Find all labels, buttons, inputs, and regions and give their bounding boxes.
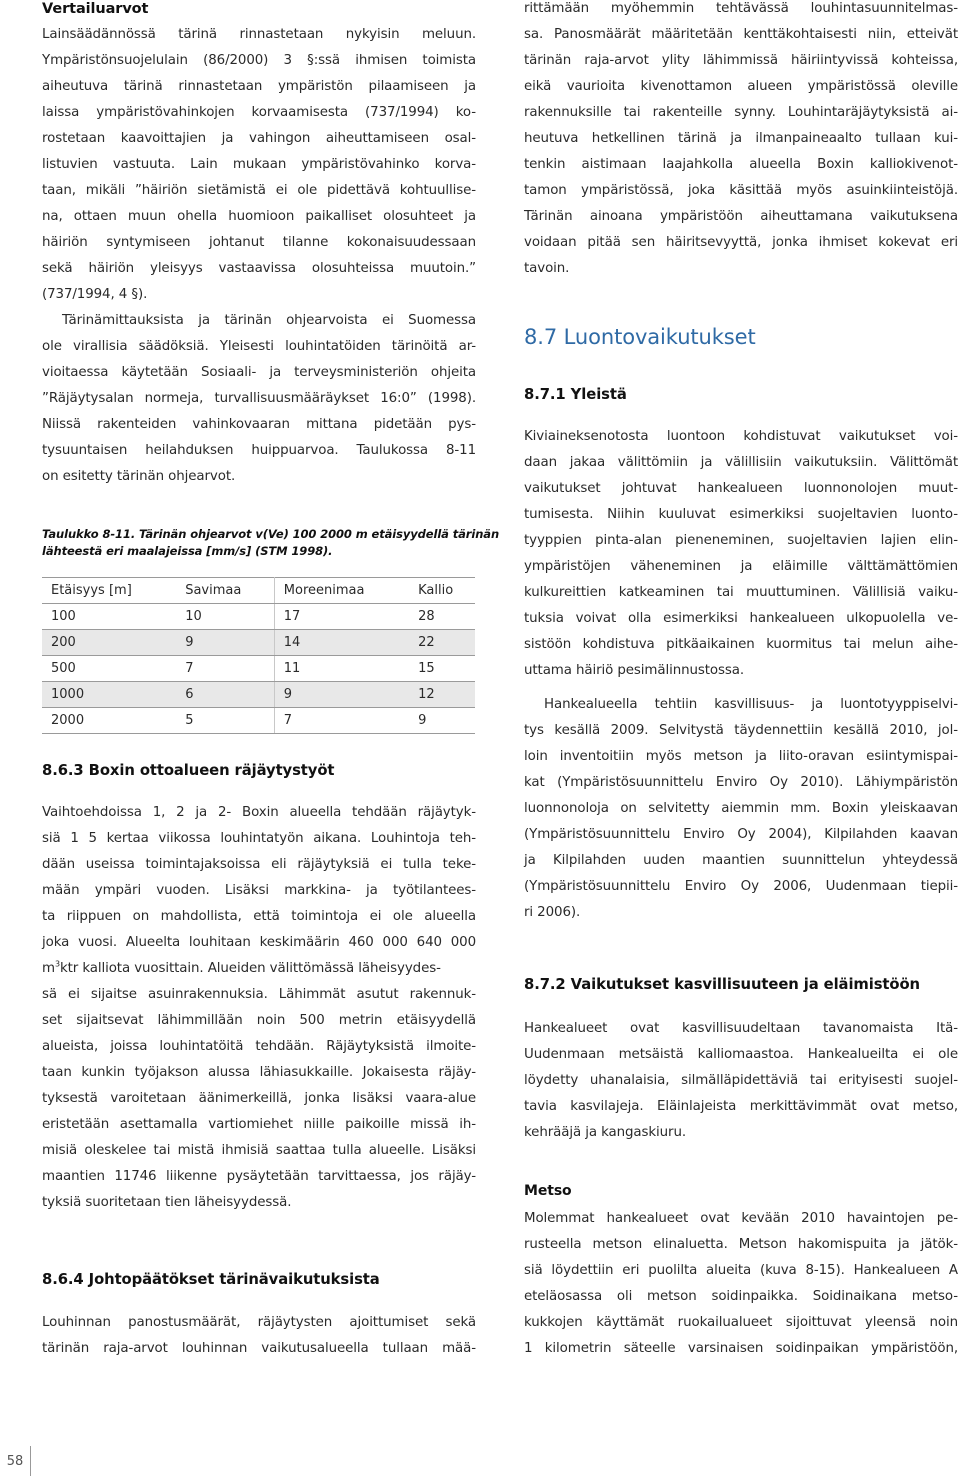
body-line: vaikutukset johtuvat hankealueen luonnonolojen muut- (524, 481, 958, 496)
body-line: listuvien vastuuta. Lain mukaan ympäristövahinko korva- (42, 157, 476, 172)
m3-superscript: 3 (54, 959, 60, 969)
body-line: Niissä rakenteiden vahinkovaaran mittana pidetään pys- (42, 417, 476, 432)
body-line: tyksiä suoritetaan tien läheisyydessä. (42, 1195, 292, 1210)
heading-8-7-1: 8.7.1 Yleistä (524, 386, 627, 403)
body-line: uttama häiriö pesimälinnustossa. (524, 663, 745, 678)
body-line: sekä häiriön yleisyys vastaavissa olosuhteissa muutoin.” (42, 261, 476, 276)
body-line: Kiviaineksenotosta luontoon kohdistuvat vaikutukset voi- (524, 429, 958, 444)
body-line: heutuva hetkellinen tärinä ja ilmanpaineaalto tullaan kui- (524, 131, 958, 146)
body-line: tärinän raja-arvot ylity lähimmissä häiriintyvissä kohteissa, (524, 53, 958, 68)
body-line: rittämään myöhemmin tehtävässä louhintasuunnitelmas- (524, 1, 958, 16)
body-line: voidaan pitää sen häiritsevyyttä, jonka ihmiset kokevat eri (524, 235, 958, 250)
body-line: Lainsäädännössä tärinä rinnastetaan nykyisin meluun. (42, 27, 476, 42)
body-line: Louhinnan panostusmäärät, räjäytysten ajoittumiset sekä (42, 1315, 476, 1330)
body-line: Uudenmaan metsäistä kalliomaastoa. Hankealueilta ei ole (524, 1047, 958, 1062)
heading-8-6-4: 8.6.4 Johtopäätökset tärinävaikutuksista (42, 1271, 380, 1288)
table-row (42, 630, 475, 656)
body-line: kehrääjä ja kangaskiuru. (524, 1125, 686, 1140)
table-row (42, 682, 475, 708)
body-line: Vaihtoehdoissa 1, 2 ja 2- Boxin alueella tehdään räjäytyk- (42, 805, 476, 820)
body-line: tysuuntaisen heilahduksen huippuarvoa. Taulukossa 8-11 (42, 443, 476, 458)
body-line: taan kunkin työjakson alussa lähiasukkaille. Jokaisesta räjäy- (42, 1065, 476, 1080)
body-line: (Ympäristösuunnittelu Enviro Oy 2004), Kilpilahden kaavan (524, 827, 958, 842)
table-cell: 28 (409, 604, 475, 630)
body-line: loin inventoitiin myös metson ja liito-oravan esiintymispai- (524, 749, 958, 764)
body-line: maantien 11746 liikenne pysäytetään tarvittaessa, jos räjäy- (42, 1169, 476, 1184)
table-cell: 7 (176, 656, 274, 682)
body-line: kat (Ympäristösuunnittelu Enviro Oy 2010). Lähiympäristön (524, 775, 958, 790)
body-line: vioitaessa käytetään Sosiaali- ja terveysministeriön ohjeita (42, 365, 476, 380)
body-line: (Ympäristösuunnittelu Enviro Oy 2006, Uudenmaan tiepii- (524, 879, 958, 894)
body-line: Hankealueella tehtiin kasvillisuus- ja luontotyyppiselvi- (544, 697, 958, 712)
body-line: eristetään asettamalla vartiomiehet niille paikoille missä ih- (42, 1117, 476, 1132)
table-cell: 10 (176, 604, 274, 630)
body-line: tavoin. (524, 261, 570, 276)
table-cell: 2000 (42, 708, 176, 734)
body-line: on esitetty tärinän ohjearvot. (42, 469, 236, 484)
body-line: mään ympäri vuoden. Lisäksi markkina- ja työtilantees- (42, 883, 476, 898)
table-cell: 9 (176, 630, 274, 656)
body-line: sa. Panosmäärät määritetään kenttäkohtaisesti niin, etteivät (524, 27, 958, 42)
table-cell: 9 (274, 682, 409, 708)
body-line: tys kesällä 2009. Selvitystä täydennettiin kesällä 2010, jol- (524, 723, 958, 738)
table-cell: 9 (409, 708, 475, 734)
table-header-cell: Kallio (409, 578, 475, 604)
heading-8-7-2: 8.7.2 Vaikutukset kasvillisuuteen ja eläimistöön (524, 976, 920, 993)
table-cell: 6 (176, 682, 274, 708)
table-row (42, 708, 475, 734)
table-header-row (42, 578, 475, 604)
m3-rest: ktr kalliota vuosittain. Alueiden välittömässä läheisyydes- (59, 961, 441, 976)
table-cell: 15 (409, 656, 475, 682)
table-row (42, 604, 475, 630)
table-cell: 22 (409, 630, 475, 656)
m3-unit: m (42, 961, 55, 976)
body-line: siä 1 5 kertaa viikossa louhintatyön aikana. Louhintoja teh- (42, 831, 476, 846)
body-line: na, ottaen muun ohella huomioon paikalliset olosuhteet ja (42, 209, 476, 224)
table-cell: 500 (42, 656, 176, 682)
body-line: Tärinän ainoana ympäristöön aiheuttamana vaikutuksena (524, 209, 958, 224)
body-line: laissa ympäristövahinkojen korvaamisesta (737/1994) ko- (42, 105, 476, 120)
body-line: (737/1994, 4 §). (42, 287, 148, 302)
body-line: 1 kilometrin säteelle varsinaisen soidinpaikan ympäristöön, (524, 1341, 958, 1356)
page-number-divider (30, 1446, 31, 1476)
body-line: taan, mikäli ”häiriön sietämistä ei ole pidettävä kohtuullise- (42, 183, 476, 198)
body-line: tavia kasvilajeja. Eläinlajeista merkittävimmät ovat metso, (524, 1099, 958, 1114)
body-line: tärinän raja-arvot louhinnan vaikutusalueella tullaan mää- (42, 1341, 476, 1356)
table-caption: Taulukko 8-11. Tärinän ohjearvot v(Ve) 100 2000 m etäisyydellä tärinän (42, 527, 500, 541)
table-cell: 200 (42, 630, 176, 656)
body-line: ta riippuen on mahdollista, että toimintoja ei ole alueella (42, 909, 476, 924)
body-line: tyksestä varoitetaan äänimerkeillä, jonka lisäksi vaara-alue (42, 1091, 476, 1106)
body-line: rusteella metson elinaluetta. Metson hakomispuita ja jätök- (524, 1237, 958, 1252)
body-line: Ympäristönsuojelulain (86/2000) 3 §:ssä ihmisen toimista (42, 53, 476, 68)
body-line: tuksia voivat olla esimerkiksi hankealueen ulkopuolella ve- (524, 611, 958, 626)
table-cell: 14 (274, 630, 409, 656)
body-line: häiriön syntymiseen johtanut tilanne kokonaisuudessaan (42, 235, 476, 250)
table-row (42, 656, 475, 682)
body-line: sä ei sijaitse asuinrakennuksia. Lähimmät asutut rakennuk- (42, 987, 476, 1002)
body-line: daan jakaa välittömiin ja välillisiin vaikutuksiin. Välittömät (524, 455, 958, 470)
body-line: rakennuksille tai rakenteille synny. Louhintaräjäytyksistä ai- (524, 105, 958, 120)
body-line: dään useissa toimintajaksoissa eli räjäytyksiä ei tulla teke- (42, 857, 476, 872)
table-cell: 12 (409, 682, 475, 708)
body-line: alueista, joissa louhintatöitä tehdään. Räjäytyksistä ilmoite- (42, 1039, 476, 1054)
body-line: Molemmat hankealueet ovat kevään 2010 havaintojen pe- (524, 1211, 958, 1226)
heading-8-6-3: 8.6.3 Boxin ottoalueen räjäytystyöt (42, 762, 335, 779)
body-line: joka vuosi. Alueelta louhitaan keskimäärin 460 000 640 000 (42, 935, 476, 950)
body-line: kukkojen käyttämät ruokailualueet sijoittuvat yleensä noin (524, 1315, 958, 1330)
table-cell: 17 (274, 604, 409, 630)
section-title: Vertailuarvot (42, 1, 149, 17)
vibration-table (42, 577, 475, 734)
table-cell: 11 (274, 656, 409, 682)
body-line: löydetty uhanalaisia, silmälläpidettäviä tai erityisesti suojel- (524, 1073, 958, 1088)
body-line: eteläosassa oli metson soidinpaikka. Soidinaikana metso- (524, 1289, 958, 1304)
body-line: ri 2006). (524, 905, 581, 920)
body-line: Tärinämittauksista ja tärinän ohjearvoista ei Suomessa (62, 313, 476, 328)
body-line: aiheutuva tärinä rinnastetaan ympäristön pilaamiseen ja (42, 79, 476, 94)
table-header-cell: Moreenimaa (274, 578, 409, 604)
table-header-cell: Etäisyys [m] (42, 578, 176, 604)
body-line: misiä oleskelee tai mistä ihmisiä saattaa tulla alueelle. Lisäksi (42, 1143, 476, 1158)
body-line: tyyppien pinta-alan pieneneminen, suojeltavien lajien elin- (524, 533, 958, 548)
table-cell: 100 (42, 604, 176, 630)
body-line: sistöön kohdistuva pitkäaikainen kuormitus tai melun aihe- (524, 637, 958, 652)
heading-8-7: 8.7 Luontovaikutukset (524, 325, 756, 349)
body-line: ja Kilpilahden uuden maantien suunnittelun yhteydessä (524, 853, 958, 868)
body-line: ”Räjäytysalan normeja, turvallisuusmääräykset 16:0” (1998). (42, 391, 476, 406)
table-header-cell: Savimaa (176, 578, 274, 604)
body-line-m3 (42, 956, 476, 982)
table-cell: 5 (176, 708, 274, 734)
body-line: ympäristöjen väheneminen ja eläimille välttämättömien (524, 559, 958, 574)
body-line: ole virallisia säädöksiä. Yleisesti louhintatöiden tärinöitä ar- (42, 339, 476, 354)
table-cell: 7 (274, 708, 409, 734)
body-line: siä löydettiin eri puolilta alueita (kuva 8-15). Hankealueen A (524, 1263, 958, 1278)
body-line: rostetaan kaavoittajien ja vahingon aiheuttamiseen osal- (42, 131, 476, 146)
body-line: set sijaitsevat lähimmillään noin 500 metrin etäisyydellä (42, 1013, 476, 1028)
body-line: eikä vaurioita kivenottamon alueen ympäristössä oleville (524, 79, 958, 94)
body-line: Hankealueet ovat kasvillisuudeltaan tavanomaista Itä- (524, 1021, 958, 1036)
body-line: kulkureittien katkeaminen tai muuttuminen. Välillisiä vaiku- (524, 585, 958, 600)
page-number: 58 (6, 1454, 24, 1469)
body-line: tamon ympäristössä, joka käsittää myös asuinkiinteistöjä. (524, 183, 958, 198)
body-line: tenkin aistimaan laajahkolla alueella Boxin kalliokivenot- (524, 157, 958, 172)
heading-metso: Metso (524, 1183, 572, 1199)
body-line: luonnonoloja on selvitetty aiemmin mm. Boxin yleiskaavan (524, 801, 958, 816)
table-caption: lähteestä eri maalajeissa [mm/s] (STM 1998). (42, 544, 333, 558)
table-cell: 1000 (42, 682, 176, 708)
body-line: tumisesta. Niihin kuuluvat esimerkiksi suojeltavien luonto- (524, 507, 958, 522)
